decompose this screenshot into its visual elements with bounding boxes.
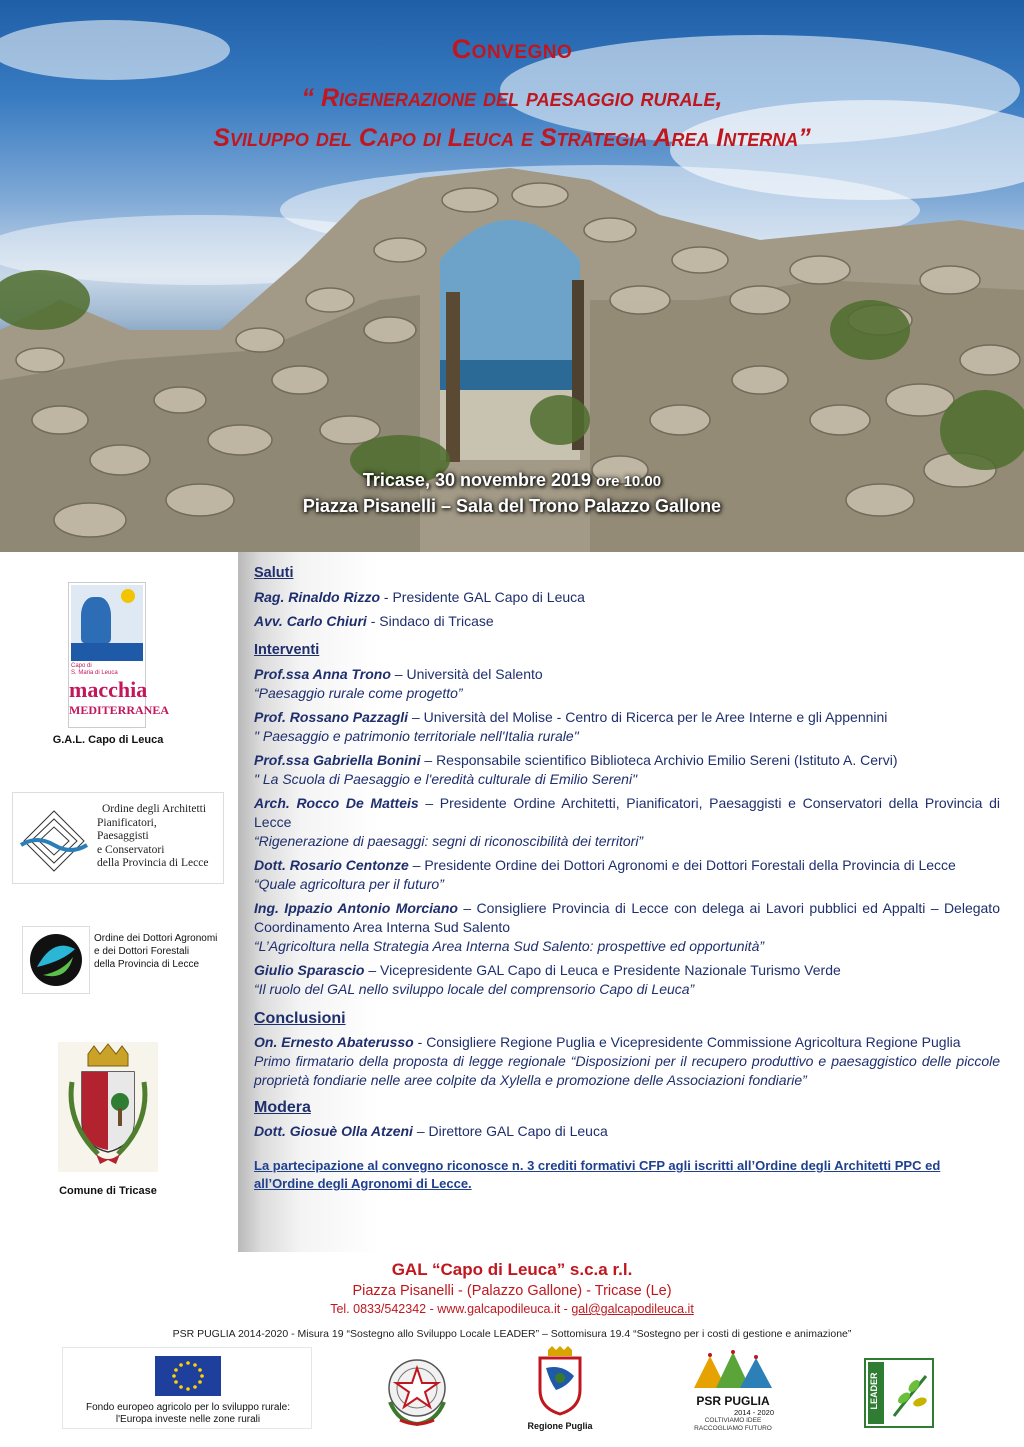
footer-address: Piazza Pisanelli - (Palazzo Gallone) - Tricase (Le): [352, 1283, 672, 1299]
gal-logo: Capo di S. Maria di Leuca macchia MEDITERRANEA G.A.L. Capo di Leuca: [68, 582, 148, 746]
footer-org-name: GAL “Capo di Leuca” s.c.a r.l.: [391, 1260, 633, 1279]
olive-tree-icon: [81, 597, 111, 643]
footer-psr-notice: PSR PUGLIA 2014-2020 - Misura 19 “Sostegno allo Sviluppo Locale LEADER” – Sottomisura 19.4 “Sostegno per i costi di gestione e animazione”: [172, 1328, 852, 1340]
speaker-intervento-2: Prof. Rossano Pazzagli – Università del Molise - Centro di Ricerca per le Aree Interne e gli Appennini " Paesaggio e patrimonio territoriale nell'Italia rurale": [254, 708, 1000, 746]
speaker-saluti-2: Avv. Carlo Chiuri - Sindaco di Tricase: [254, 613, 494, 629]
talk-title: “Quale agricoltura per il futuro”: [254, 876, 444, 892]
interventi-heading: Interventi: [254, 642, 320, 658]
comune-caption: Comune di Tricase: [59, 1185, 157, 1197]
architetti-mesh-icon: [19, 801, 89, 877]
speaker-intervento-6: Ing. Ippazio Antonio Morciano – Consigliere Provincia di Lecce con delega ai Lavori pubblici ed Appalti – Delegato Coordinamento Area Interna Sud Salento “L’Agricoltura nella Strategia Area Interna Sud Salento: prospettive ed opportunità”: [254, 900, 1000, 954]
speaker-intervento-1: Prof.ssa Anna Trono – Università del Salento “Paesaggio rurale come progetto”: [254, 665, 1000, 703]
repubblica-italiana-emblem: [378, 1352, 456, 1430]
saluti-heading: Saluti: [254, 565, 294, 581]
talk-title: " Paesaggio e patrimonio territoriale nell'Italia rurale": [254, 728, 579, 744]
credits-notice: La partecipazione al convegno riconosce n. 3 crediti formativi CFP agli iscritti all’Ordine degli Architetti PPC ed all’Ordine degli Agronomi di Lecce.: [254, 1158, 941, 1191]
speaker-saluti-1: Rag. Rinaldo Rizzo - Presidente GAL Capo di Leuca: [254, 589, 585, 605]
comune-coat-of-arms-icon: [58, 1042, 158, 1172]
conclusioni-heading: Conclusioni: [254, 1010, 346, 1027]
event-venue: Piazza Pisanelli – Sala del Trono Palazzo Gallone: [302, 496, 722, 516]
footer-email-link[interactable]: gal@galcapodileuca.it: [571, 1302, 694, 1316]
speaker-intervento-3: Prof.ssa Gabriella Bonini – Responsabile scientifico Biblioteca Archivio Emilio Sereni (Istituto A. Cervi) " La Scuola di Paesaggio e l'eredità culturale di Emilio Sereni": [254, 751, 1000, 789]
italian-republic-star-icon: [378, 1352, 456, 1430]
program-panel: [238, 552, 1024, 1252]
ordine-agronomi-logo: Ordine dei Dottori Agronomi e dei Dottori Forestali della Provincia di Lecce: [22, 926, 236, 996]
eu-flag-icon: [155, 1356, 221, 1396]
footer-contacts: Tel. 0833/542342 - www.galcapodileuca.it - gal@galcapodileuca.it: [330, 1302, 694, 1316]
talk-title: " La Scuola di Paesaggio e l'eredità culturale di Emilio Sereni": [254, 771, 638, 787]
talk-title: “Il ruolo del GAL nello sviluppo locale del comprensorio Capo di Leuca”: [254, 981, 695, 997]
ordine-architetti-logo: Ordine degli Architetti Pianificatori, Paesaggisti e Conservatori della Provincia di Lecce: [12, 792, 224, 884]
leader-sprout-icon: [888, 1368, 930, 1420]
event-type-heading: Convegno: [451, 34, 573, 64]
speaker-intervento-4: Arch. Rocco De Matteis – Presidente Ordine Architetti, Pianificatori, Paesaggisti e Conservatori della Provincia di Lecce “Rigenerazione di paesaggi: segni di riconoscibilità dei territori”: [254, 795, 1000, 849]
partner-logos-column: [0, 552, 240, 1252]
event-title-line2: Sviluppo del Capo di Leuca e Strategia Area Interna”: [213, 124, 811, 152]
gal-logo-caption: G.A.L. Capo di Leuca: [52, 734, 164, 746]
event-time: ore 10.00: [596, 473, 662, 490]
speaker-intervento-5: Dott. Rosario Centonze – Presidente Ordine dei Dottori Agronomi e dei Dottori Forestali della Provincia di Lecce “Quale agricoltura per il futuro”: [254, 856, 1000, 894]
regione-puglia-logo: [522, 1346, 598, 1430]
event-date: Tricase, 30 novembre 2019: [362, 470, 592, 490]
regione-puglia-crest-icon: [522, 1346, 598, 1416]
event-date-time: [0, 470, 1024, 491]
talk-title: “L’Agricoltura nella Strategia Area Interna Sud Salento: prospettive ed opportunità”: [254, 938, 765, 954]
talk-title: “Paesaggio rurale come progetto”: [254, 685, 463, 701]
conclusioni-description: Primo firmatario della proposta di legge regionale “Disposizioni per il recupero produttivo e paesaggistico delle piccole proprietà fondiarie nelle aree colpite da Xylella e promozione delle Associazioni fondiarie”: [254, 1053, 1000, 1088]
talk-title: “Rigenerazione di paesaggi: segni di riconoscibilità dei territori”: [254, 833, 644, 849]
agronomi-emblem-icon: [23, 927, 89, 993]
hero-banner: [0, 0, 1024, 552]
psr-trulli-icon: [688, 1350, 778, 1390]
modera-heading: Modera: [254, 1099, 311, 1116]
event-title-line1: “ Rigenerazione del paesaggio rurale,: [301, 84, 723, 112]
speaker-conclusioni: On. Ernesto Abaterusso - Consigliere Regione Puglia e Vicepresidente Commissione Agricoltura Regione Puglia Primo firmatario della proposta di legge regionale “Disposizioni per il recupero produttivo e paesaggistico delle piccole proprietà fondiarie nelle aree colpite da Xylella e promozione delle Associazioni fondiarie”: [254, 1034, 1000, 1088]
leader-logo: [864, 1358, 934, 1428]
eu-feasr-logo: Fondo europeo agricolo per lo sviluppo rurale: l'Europa investe nelle zone rurali: [62, 1347, 312, 1429]
psr-puglia-logo: PSR PUGLIA 2014 - 2020 COLTIVIAMO IDEE RACCOGLIAMO FUTURO: [688, 1350, 778, 1432]
footer: [0, 1252, 1024, 1447]
speaker-intervento-7: Giulio Sparascio – Vicepresidente GAL Capo di Leuca e Presidente Nazionale Turismo Verde “Il ruolo del GAL nello sviluppo locale del comprensorio Capo di Leuca”: [254, 961, 1000, 999]
regione-puglia-label: Regione Puglia: [527, 1421, 593, 1431]
leader-label: LEADER: [869, 1372, 879, 1410]
speaker-modera: Dott. Giosuè Olla Atzeni – Direttore GAL Capo di Leuca: [254, 1123, 608, 1139]
comune-tricase-logo: [58, 1042, 158, 1197]
